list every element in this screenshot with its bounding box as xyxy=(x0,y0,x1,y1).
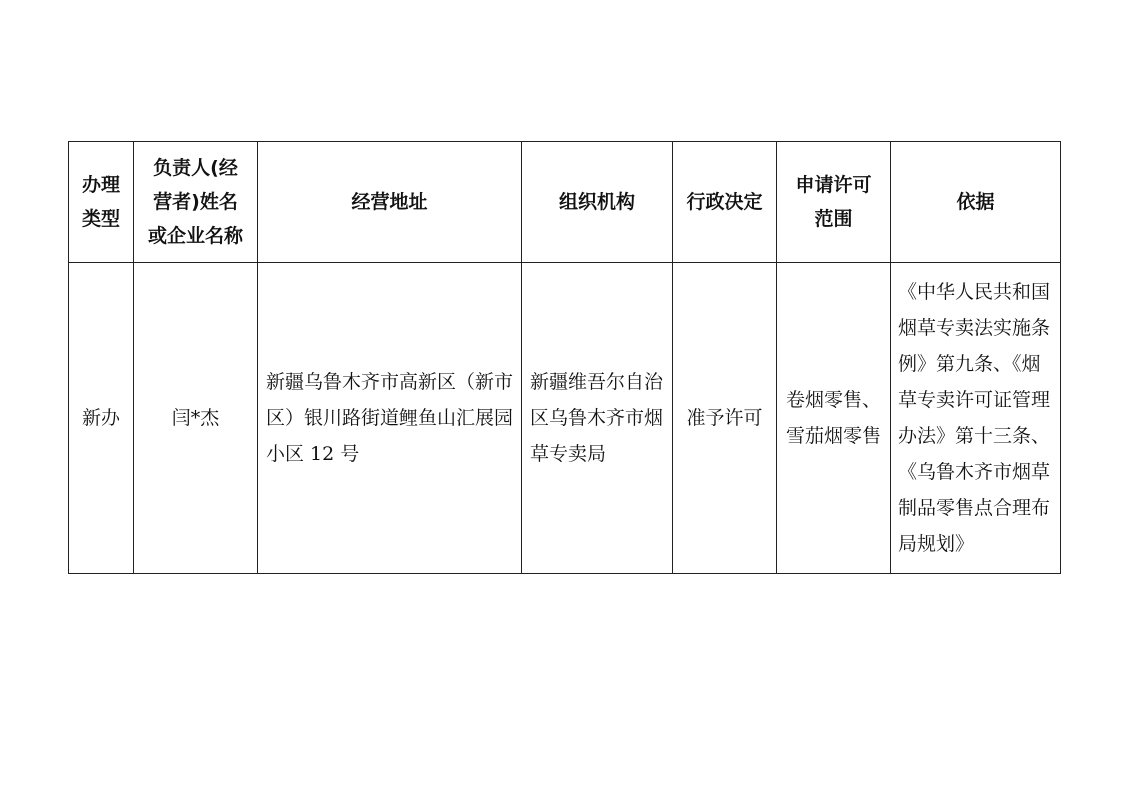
cell-decision-text: 准予许可 xyxy=(686,407,763,429)
table-row xyxy=(69,263,1061,574)
cell-decision xyxy=(673,263,777,574)
header-responsible-person-label: 负责人(经 营者)姓名 或企业名称 xyxy=(147,157,243,247)
cell-address xyxy=(258,263,522,574)
cell-scope xyxy=(777,263,891,574)
table-body xyxy=(69,263,1061,574)
header-organization xyxy=(522,142,673,263)
cell-organization-text: 新疆维吾尔自治区乌鲁木齐市烟草专卖局 xyxy=(530,371,664,465)
cell-basis-text: 《中华人民共和国烟草专卖法实施条例》第九条、《烟草专卖许可证管理办法》第十三条、《乌鲁木齐市烟草制品零售点合理布局规划》 xyxy=(898,281,1051,555)
license-table xyxy=(68,141,1061,574)
cell-address-text: 新疆乌鲁木齐市高新区（新市区）银川路街道鲤鱼山汇展园小区 12 号 xyxy=(266,371,514,465)
header-basis xyxy=(891,142,1061,263)
cell-scope-text: 卷烟零售、雪茄烟零售 xyxy=(785,389,881,447)
cell-name-text: 闫*杰 xyxy=(171,407,220,429)
header-handling-type xyxy=(69,142,134,263)
cell-type-text: 新办 xyxy=(81,407,120,429)
header-basis-label: 依据 xyxy=(956,191,995,213)
header-responsible-person xyxy=(134,142,258,263)
header-administrative-decision-label: 行政决定 xyxy=(686,191,763,213)
cell-name xyxy=(134,263,258,574)
table-header xyxy=(69,142,1061,263)
header-organization-label: 组织机构 xyxy=(558,191,635,213)
cell-basis xyxy=(891,263,1061,574)
header-administrative-decision xyxy=(673,142,777,263)
cell-type xyxy=(69,263,134,574)
header-row xyxy=(69,142,1061,263)
header-license-scope xyxy=(777,142,891,263)
cell-organization xyxy=(522,263,673,574)
header-handling-type-label: 办理 类型 xyxy=(81,174,120,230)
header-license-scope-label: 申请许可 范围 xyxy=(795,174,872,230)
header-business-address-label: 经营地址 xyxy=(351,191,428,213)
header-business-address xyxy=(258,142,522,263)
